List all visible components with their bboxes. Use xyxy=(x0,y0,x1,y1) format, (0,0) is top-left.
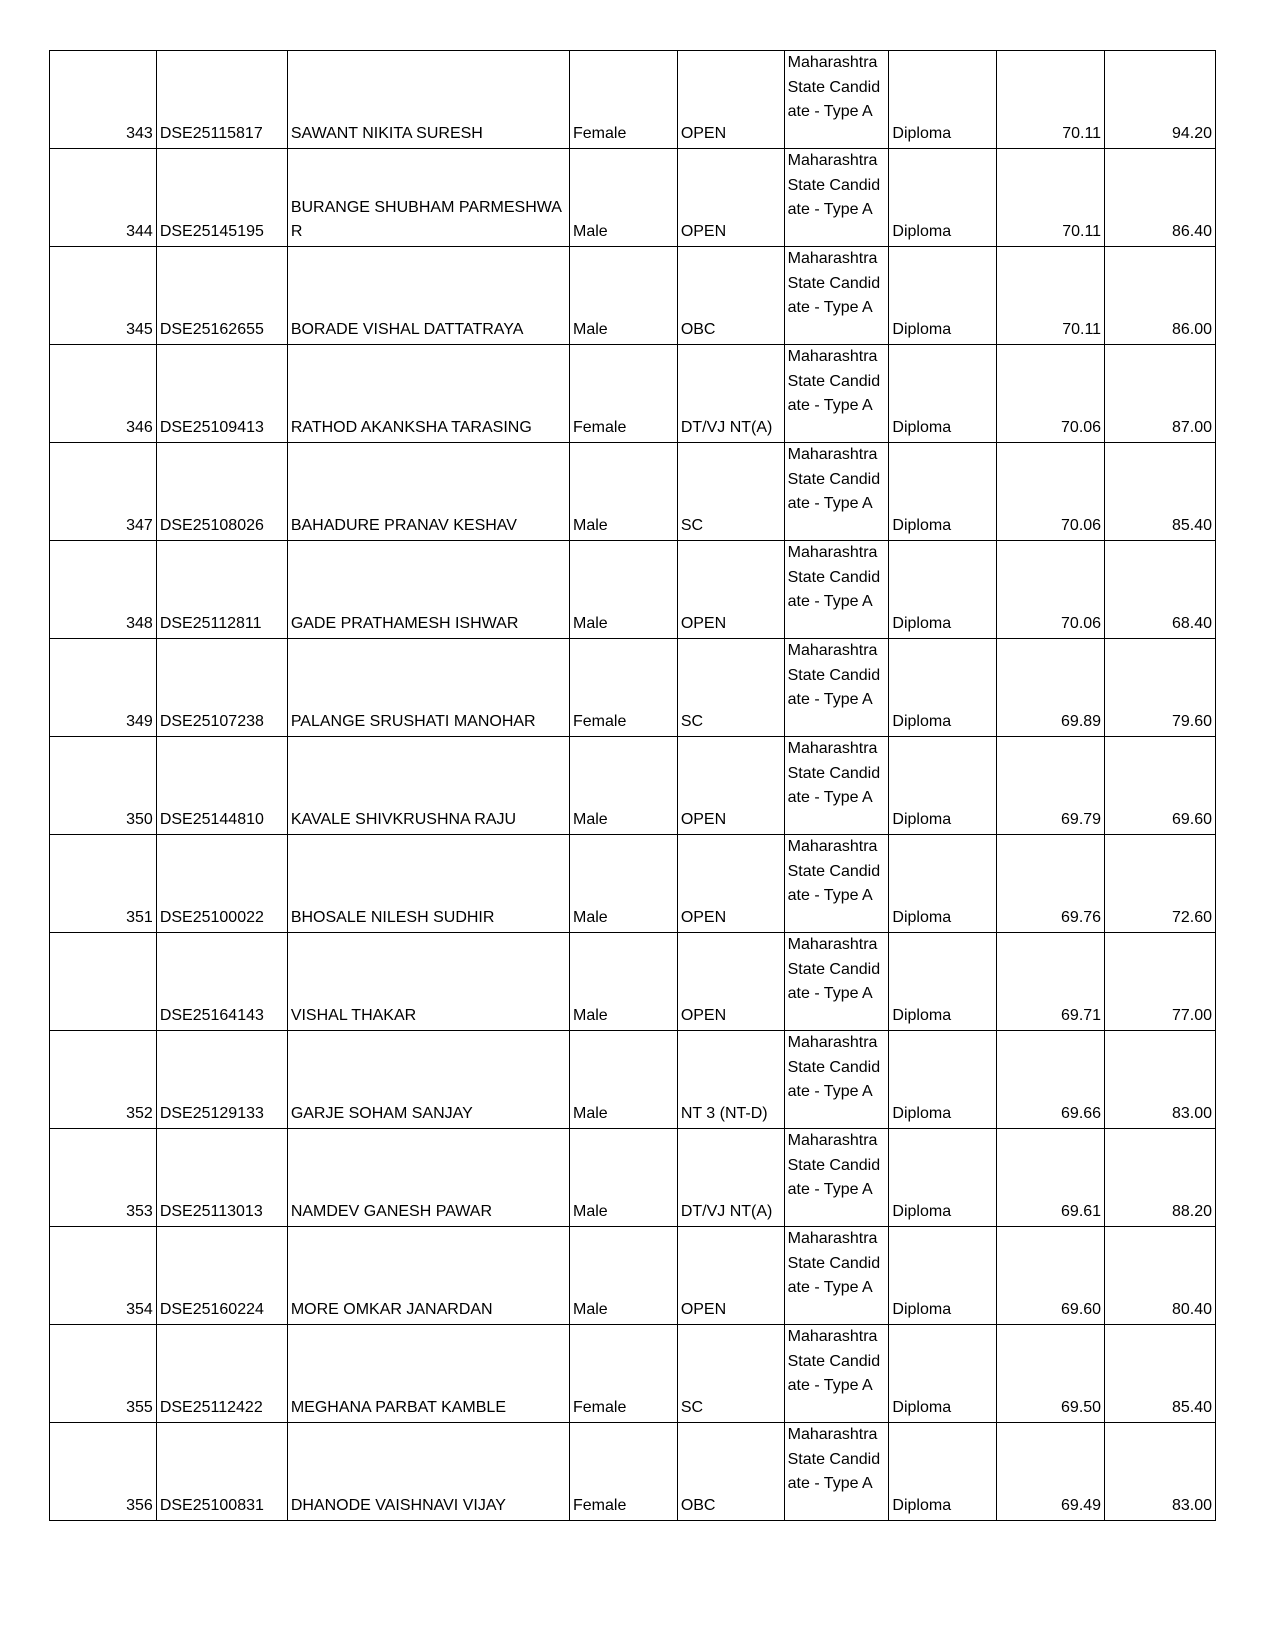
category-cell: OBC xyxy=(677,247,784,345)
category-cell: OPEN xyxy=(677,149,784,247)
candidature-type-cell: Maharashtra State Candidate - Type A xyxy=(784,835,889,933)
score-percentage-cell: 69.66 xyxy=(997,1031,1105,1129)
application-id-cell: DSE25109413 xyxy=(156,345,287,443)
serial-number-cell: 351 xyxy=(50,835,157,933)
serial-number-cell: 352 xyxy=(50,1031,157,1129)
table-row xyxy=(50,1129,1216,1227)
application-id-cell: DSE25115817 xyxy=(156,51,287,149)
category-cell: OPEN xyxy=(677,835,784,933)
qualification-cell: Diploma xyxy=(889,51,997,149)
score-percentage-cell: 69.76 xyxy=(997,835,1105,933)
score-percentage-cell: 70.06 xyxy=(997,541,1105,639)
gender-cell: Female xyxy=(569,345,677,443)
score-percentage-cell: 69.60 xyxy=(997,1227,1105,1325)
qualification-cell: Diploma xyxy=(889,1129,997,1227)
candidature-type-cell: Maharashtra State Candidate - Type A xyxy=(784,51,889,149)
gender-cell: Female xyxy=(569,639,677,737)
qualification-cell: Diploma xyxy=(889,149,997,247)
candidate-name-cell: PALANGE SRUSHATI MANOHAR xyxy=(287,639,569,737)
gender-cell: Male xyxy=(569,835,677,933)
candidature-type-cell: Maharashtra State Candidate - Type A xyxy=(784,737,889,835)
candidate-name-cell: NAMDEV GANESH PAWAR xyxy=(287,1129,569,1227)
candidate-name-cell: VISHAL THAKAR xyxy=(287,933,569,1031)
table-row xyxy=(50,247,1216,345)
serial-number-cell: 349 xyxy=(50,639,157,737)
qualifying-marks-cell: 94.20 xyxy=(1105,51,1216,149)
qualifying-marks-cell: 69.60 xyxy=(1105,737,1216,835)
application-id-cell: DSE25100022 xyxy=(156,835,287,933)
qualification-cell: Diploma xyxy=(889,1423,997,1521)
candidate-name-cell: BORADE VISHAL DATTATRAYA xyxy=(287,247,569,345)
gender-cell: Female xyxy=(569,1325,677,1423)
serial-number-cell: 354 xyxy=(50,1227,157,1325)
application-id-cell: DSE25145195 xyxy=(156,149,287,247)
candidate-name-cell: KAVALE SHIVKRUSHNA RAJU xyxy=(287,737,569,835)
category-cell: SC xyxy=(677,639,784,737)
merit-list-table xyxy=(49,50,1216,1521)
qualification-cell: Diploma xyxy=(889,933,997,1031)
candidate-name-cell: GARJE SOHAM SANJAY xyxy=(287,1031,569,1129)
category-cell: OBC xyxy=(677,1423,784,1521)
category-cell: OPEN xyxy=(677,51,784,149)
score-percentage-cell: 69.50 xyxy=(997,1325,1105,1423)
category-cell: DT/VJ NT(A) xyxy=(677,1129,784,1227)
qualifying-marks-cell: 86.40 xyxy=(1105,149,1216,247)
category-cell: SC xyxy=(677,443,784,541)
table-row xyxy=(50,1227,1216,1325)
gender-cell: Male xyxy=(569,149,677,247)
merit-list-body xyxy=(50,51,1216,1521)
serial-number-cell: 347 xyxy=(50,443,157,541)
candidature-type-cell: Maharashtra State Candidate - Type A xyxy=(784,345,889,443)
candidature-type-cell: Maharashtra State Candidate - Type A xyxy=(784,541,889,639)
score-percentage-cell: 69.71 xyxy=(997,933,1105,1031)
gender-cell: Male xyxy=(569,933,677,1031)
candidature-type-cell: Maharashtra State Candidate - Type A xyxy=(784,1325,889,1423)
serial-number-cell: 343 xyxy=(50,51,157,149)
candidature-type-cell: Maharashtra State Candidate - Type A xyxy=(784,1031,889,1129)
serial-number-cell: 346 xyxy=(50,345,157,443)
candidate-name-cell: MORE OMKAR JANARDAN xyxy=(287,1227,569,1325)
score-percentage-cell: 69.89 xyxy=(997,639,1105,737)
table-row xyxy=(50,933,1216,1031)
candidate-name-cell: BURANGE SHUBHAM PARMESHWAR xyxy=(287,149,569,247)
table-row xyxy=(50,541,1216,639)
qualifying-marks-cell: 72.60 xyxy=(1105,835,1216,933)
gender-cell: Male xyxy=(569,737,677,835)
table-row xyxy=(50,835,1216,933)
score-percentage-cell: 70.06 xyxy=(997,345,1105,443)
qualifying-marks-cell: 79.60 xyxy=(1105,639,1216,737)
gender-cell: Female xyxy=(569,1423,677,1521)
candidature-type-cell: Maharashtra State Candidate - Type A xyxy=(784,149,889,247)
qualification-cell: Diploma xyxy=(889,247,997,345)
application-id-cell: DSE25112811 xyxy=(156,541,287,639)
gender-cell: Male xyxy=(569,1129,677,1227)
application-id-cell: DSE25107238 xyxy=(156,639,287,737)
table-row xyxy=(50,1423,1216,1521)
candidate-name-cell: RATHOD AKANKSHA TARASING xyxy=(287,345,569,443)
qualifying-marks-cell: 80.40 xyxy=(1105,1227,1216,1325)
qualifying-marks-cell: 85.40 xyxy=(1105,1325,1216,1423)
application-id-cell: DSE25113013 xyxy=(156,1129,287,1227)
score-percentage-cell: 69.49 xyxy=(997,1423,1105,1521)
category-cell: SC xyxy=(677,1325,784,1423)
gender-cell: Male xyxy=(569,1031,677,1129)
category-cell: DT/VJ NT(A) xyxy=(677,345,784,443)
candidate-name-cell: BHOSALE NILESH SUDHIR xyxy=(287,835,569,933)
score-percentage-cell: 70.11 xyxy=(997,149,1105,247)
gender-cell: Male xyxy=(569,1227,677,1325)
qualification-cell: Diploma xyxy=(889,1227,997,1325)
qualifying-marks-cell: 83.00 xyxy=(1105,1031,1216,1129)
category-cell: OPEN xyxy=(677,933,784,1031)
application-id-cell: DSE25144810 xyxy=(156,737,287,835)
category-cell: OPEN xyxy=(677,737,784,835)
qualification-cell: Diploma xyxy=(889,639,997,737)
category-cell: NT 3 (NT-D) xyxy=(677,1031,784,1129)
serial-number-cell: 350 xyxy=(50,737,157,835)
qualification-cell: Diploma xyxy=(889,835,997,933)
application-id-cell: DSE25129133 xyxy=(156,1031,287,1129)
table-row xyxy=(50,639,1216,737)
score-percentage-cell: 70.11 xyxy=(997,51,1105,149)
qualifying-marks-cell: 87.00 xyxy=(1105,345,1216,443)
candidate-name-cell: MEGHANA PARBAT KAMBLE xyxy=(287,1325,569,1423)
score-percentage-cell: 69.61 xyxy=(997,1129,1105,1227)
table-row xyxy=(50,737,1216,835)
serial-number-cell xyxy=(50,933,157,1031)
qualification-cell: Diploma xyxy=(889,1031,997,1129)
category-cell: OPEN xyxy=(677,541,784,639)
candidature-type-cell: Maharashtra State Candidate - Type A xyxy=(784,1227,889,1325)
qualification-cell: Diploma xyxy=(889,345,997,443)
application-id-cell: DSE25100831 xyxy=(156,1423,287,1521)
qualifying-marks-cell: 77.00 xyxy=(1105,933,1216,1031)
candidate-name-cell: SAWANT NIKITA SURESH xyxy=(287,51,569,149)
serial-number-cell: 355 xyxy=(50,1325,157,1423)
gender-cell: Male xyxy=(569,443,677,541)
score-percentage-cell: 70.06 xyxy=(997,443,1105,541)
table-row xyxy=(50,1325,1216,1423)
candidature-type-cell: Maharashtra State Candidate - Type A xyxy=(784,639,889,737)
score-percentage-cell: 69.79 xyxy=(997,737,1105,835)
gender-cell: Male xyxy=(569,247,677,345)
candidate-name-cell: DHANODE VAISHNAVI VIJAY xyxy=(287,1423,569,1521)
serial-number-cell: 344 xyxy=(50,149,157,247)
qualifying-marks-cell: 85.40 xyxy=(1105,443,1216,541)
serial-number-cell: 348 xyxy=(50,541,157,639)
application-id-cell: DSE25108026 xyxy=(156,443,287,541)
table-row xyxy=(50,149,1216,247)
candidate-name-cell: BAHADURE PRANAV KESHAV xyxy=(287,443,569,541)
candidate-name-cell: GADE PRATHAMESH ISHWAR xyxy=(287,541,569,639)
serial-number-cell: 345 xyxy=(50,247,157,345)
qualifying-marks-cell: 68.40 xyxy=(1105,541,1216,639)
application-id-cell: DSE25162655 xyxy=(156,247,287,345)
candidature-type-cell: Maharashtra State Candidate - Type A xyxy=(784,933,889,1031)
application-id-cell: DSE25112422 xyxy=(156,1325,287,1423)
qualifying-marks-cell: 88.20 xyxy=(1105,1129,1216,1227)
application-id-cell: DSE25160224 xyxy=(156,1227,287,1325)
qualification-cell: Diploma xyxy=(889,1325,997,1423)
table-row xyxy=(50,1031,1216,1129)
gender-cell: Female xyxy=(569,51,677,149)
category-cell: OPEN xyxy=(677,1227,784,1325)
application-id-cell: DSE25164143 xyxy=(156,933,287,1031)
serial-number-cell: 356 xyxy=(50,1423,157,1521)
qualification-cell: Diploma xyxy=(889,737,997,835)
qualification-cell: Diploma xyxy=(889,443,997,541)
qualification-cell: Diploma xyxy=(889,541,997,639)
gender-cell: Male xyxy=(569,541,677,639)
qualifying-marks-cell: 83.00 xyxy=(1105,1423,1216,1521)
table-row xyxy=(50,51,1216,149)
candidature-type-cell: Maharashtra State Candidate - Type A xyxy=(784,1129,889,1227)
table-row xyxy=(50,345,1216,443)
candidature-type-cell: Maharashtra State Candidate - Type A xyxy=(784,1423,889,1521)
serial-number-cell: 353 xyxy=(50,1129,157,1227)
candidature-type-cell: Maharashtra State Candidate - Type A xyxy=(784,443,889,541)
score-percentage-cell: 70.11 xyxy=(997,247,1105,345)
qualifying-marks-cell: 86.00 xyxy=(1105,247,1216,345)
candidature-type-cell: Maharashtra State Candidate - Type A xyxy=(784,247,889,345)
table-row xyxy=(50,443,1216,541)
